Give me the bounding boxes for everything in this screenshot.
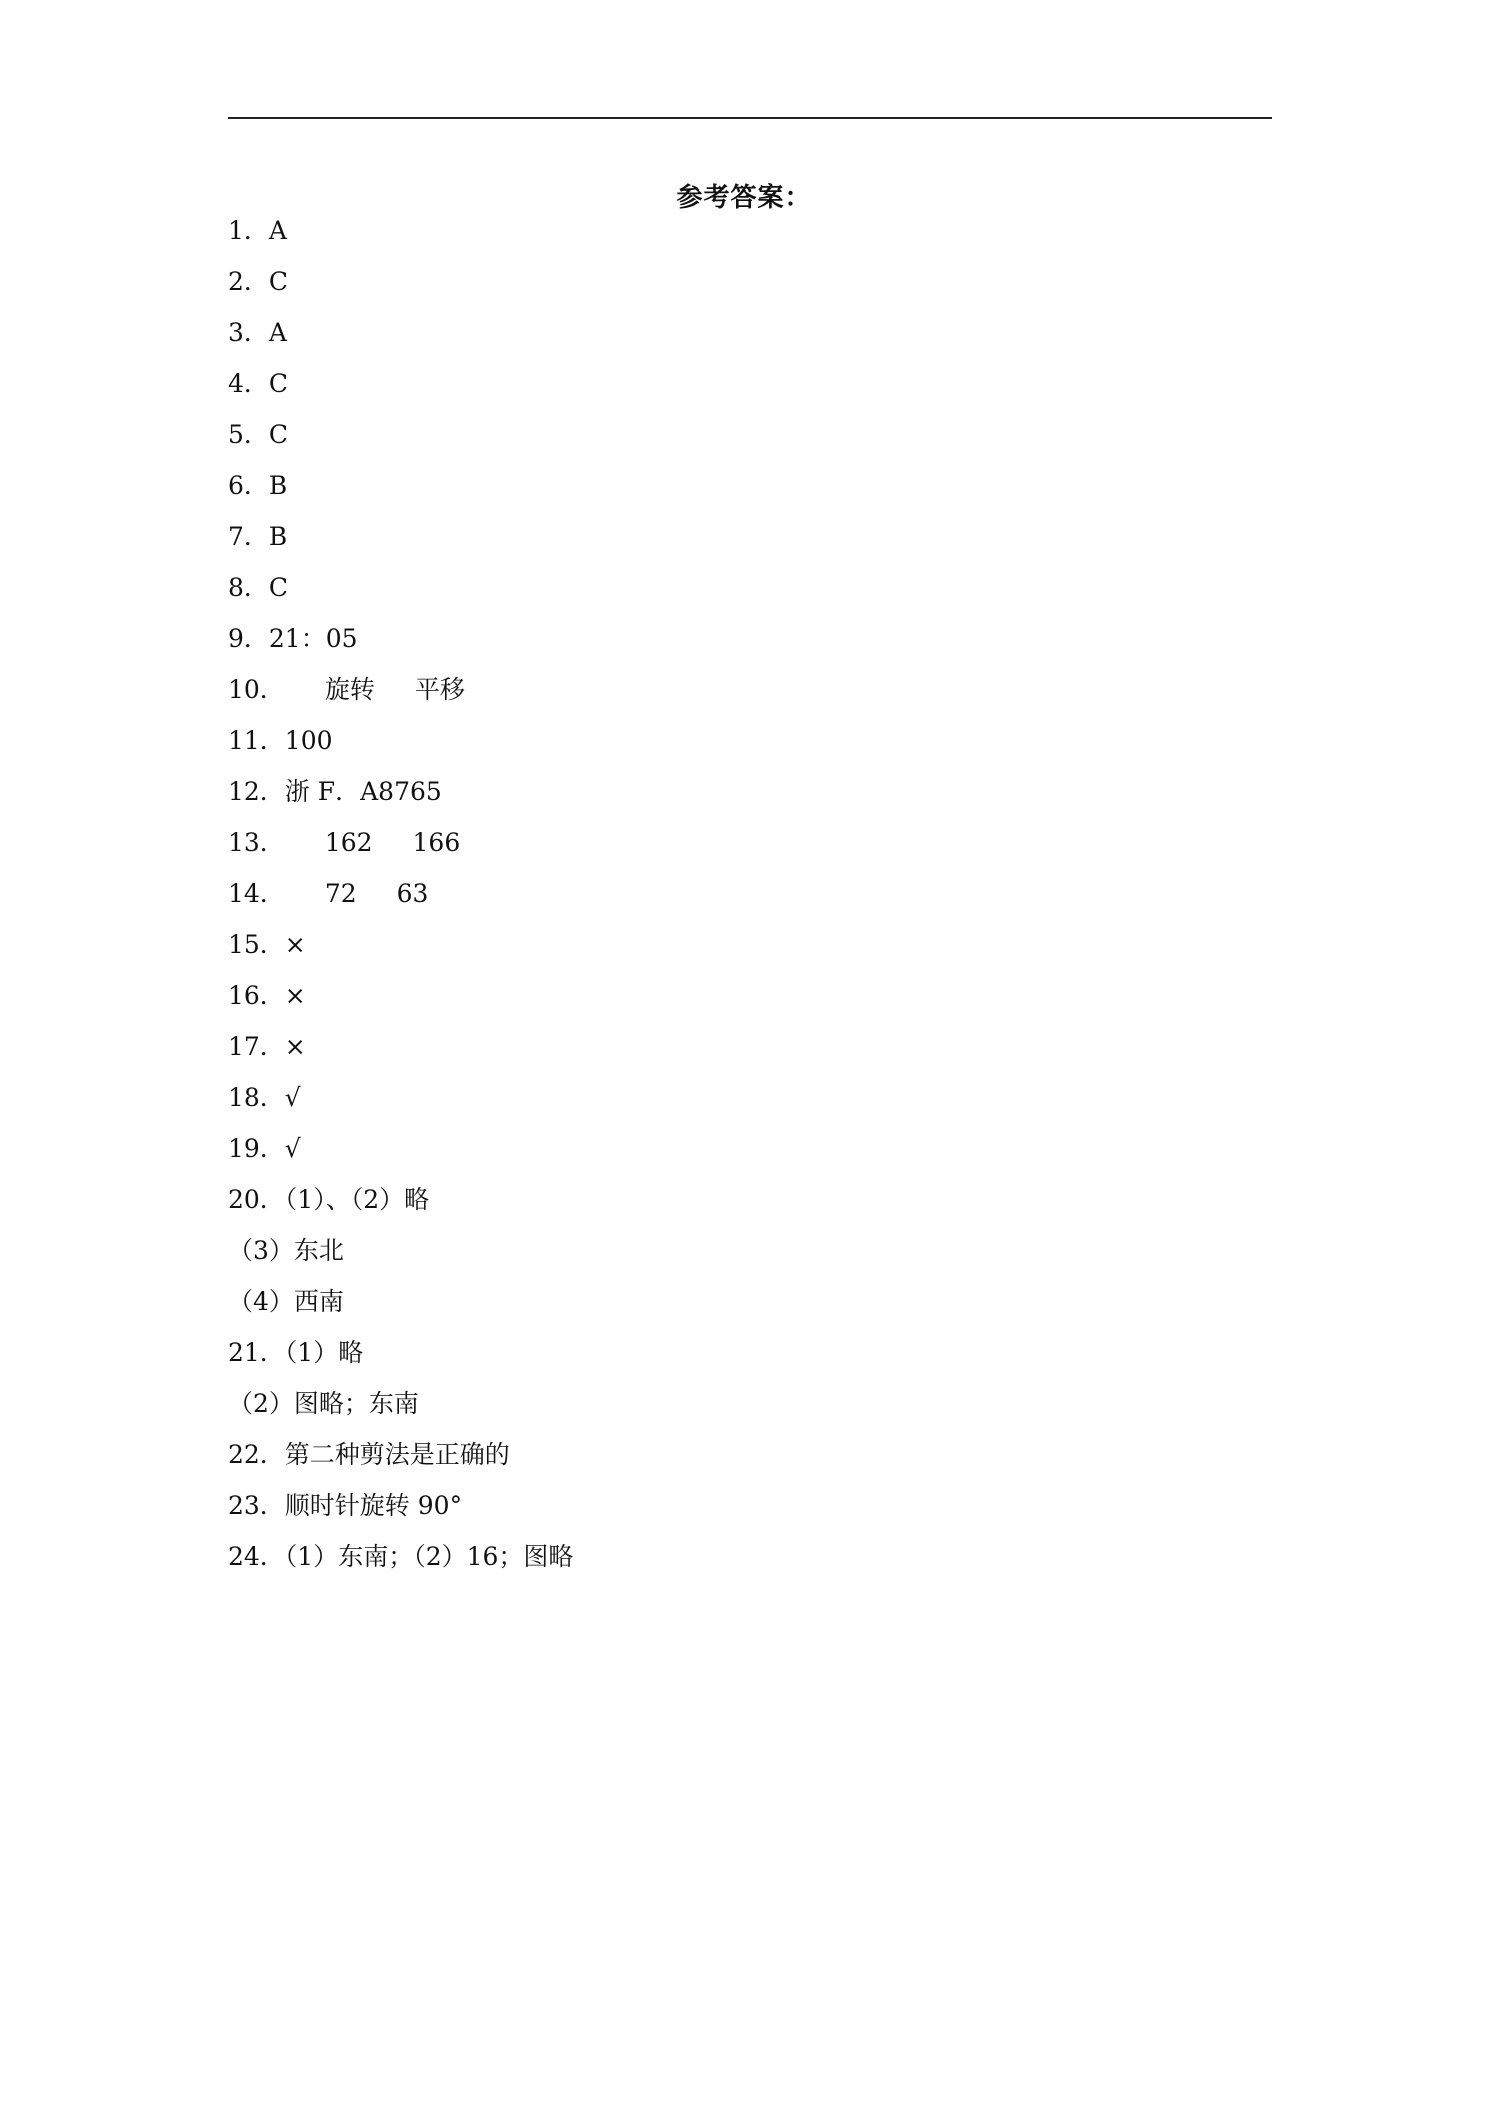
- answer-14-blank-2: 63: [396, 879, 429, 908]
- answer-22: 22．第二种剪法是正确的: [228, 1440, 510, 1469]
- answer-14-blank-1: 72: [324, 879, 357, 908]
- answer-2: 2．C: [228, 267, 289, 296]
- header-rule: [228, 117, 1272, 119]
- answer-12: 12．浙 F．A8765: [228, 777, 442, 806]
- answer-5: 5．C: [228, 420, 289, 449]
- answer-17: 17．×: [228, 1032, 306, 1061]
- answer-21-part-2: （2）图略；东南: [228, 1389, 419, 1418]
- answer-13-number: 13．: [228, 828, 285, 857]
- answer-24: 24．（1）东南；（2）16；图略: [228, 1542, 574, 1571]
- answer-20: 20．（1）、（2）略: [228, 1185, 430, 1214]
- answer-7: 7．B: [228, 522, 288, 551]
- answer-23: 23．顺时针旋转 90°: [228, 1491, 463, 1520]
- answer-9: 9．21：05: [228, 624, 358, 653]
- answer-16: 16．×: [228, 981, 306, 1010]
- answer-10-blank-2: 平移: [414, 675, 465, 704]
- answer-10-blank-1: 旋转: [324, 675, 375, 704]
- answer-1: 1．A: [228, 216, 287, 245]
- answer-14-number: 14．: [228, 879, 285, 908]
- answer-10-number: 10．: [228, 675, 285, 704]
- answer-13-blank-1: 162: [324, 828, 373, 857]
- answer-3: 3．A: [228, 318, 287, 347]
- answer-21: 21．（1）略: [228, 1338, 364, 1367]
- answer-13-blank-2: 166: [412, 828, 461, 857]
- answer-6: 6．B: [228, 471, 288, 500]
- answer-18: 18．√: [228, 1083, 301, 1112]
- answer-14: [228, 877, 428, 911]
- answer-10: [228, 673, 465, 707]
- answer-20-part-4: （4）西南: [228, 1287, 344, 1316]
- page-title: 参考答案：: [676, 183, 812, 213]
- answer-19: 19．√: [228, 1134, 301, 1163]
- answer-4: 4．C: [228, 369, 289, 398]
- answer-13: [228, 826, 460, 860]
- answer-11: 11．100: [228, 726, 333, 755]
- answer-8: 8．C: [228, 573, 289, 602]
- answer-15: 15．×: [228, 930, 306, 959]
- answer-20-part-3: （3）东北: [228, 1236, 344, 1265]
